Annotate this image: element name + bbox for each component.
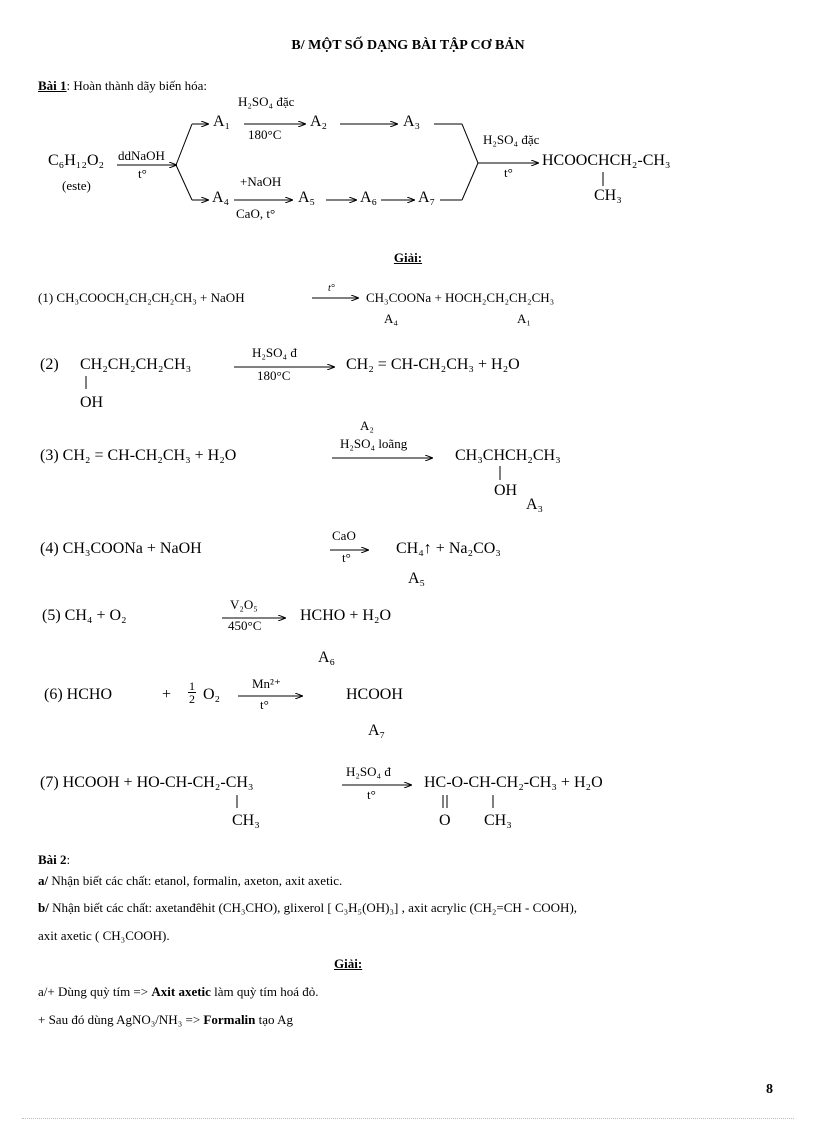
- reaction-1-tag-a1: A₁: [517, 311, 531, 326]
- reaction-6-tag: A₇: [368, 722, 386, 739]
- scheme-cond-top: ddNaOH: [118, 148, 165, 163]
- bai1-prompt: : Hoàn thành dãy biến hóa:: [66, 78, 207, 93]
- reaction-1-left: (1) CH₃COOCH₂CH₂CH₂CH₃ + NaOH: [38, 290, 245, 305]
- fraction-denominator: 2: [189, 692, 195, 706]
- scheme-a3: A₃: [403, 113, 421, 130]
- reaction-7-cond-bottom: t°: [367, 787, 376, 802]
- bai2-b-text-2: axit axetic ( CH₃COOH).: [38, 928, 170, 943]
- reaction-2-cond-bottom: 180°C: [257, 368, 291, 383]
- reaction-5-left: (5) CH₄ + O₂: [42, 607, 127, 624]
- section-title: B/ MỘT SỐ DẠNG BÀI TẬP CƠ BẢN: [291, 38, 525, 53]
- bai2-giai-label: Giải:: [334, 956, 363, 971]
- reaction-5-right: HCHO + H₂O: [300, 607, 392, 624]
- reaction-3-branch: OH: [494, 482, 518, 499]
- reaction-7-right: HC-O-CH-CH₂-CH₃ + H₂O: [424, 774, 603, 791]
- footer-divider: [22, 1118, 794, 1119]
- bai2-b-text-1: Nhận biết các chất: axetanđêhit (CH₃CHO), glixerol [ C₃H₅(OH)₃] , axit acrylic (CH₂=CH - COOH),: [48, 900, 578, 915]
- bai1-label: Bài 1: [38, 78, 67, 93]
- bai2-answer-1: [38, 984, 319, 1000]
- bai2-part-a: [38, 873, 342, 889]
- scheme-a4a5-bottom: CaO, t°: [236, 206, 276, 221]
- reaction-7-cond-top: H₂SO₄ đ: [346, 764, 391, 779]
- reaction-2-branch: OH: [80, 394, 104, 411]
- reaction-5-tag: A₆: [318, 649, 336, 666]
- reaction-4-cond-bottom: t°: [342, 550, 351, 565]
- bai2-a-label: a/: [38, 873, 49, 888]
- reaction-4-left: (4) CH₃COONa + NaOH: [40, 540, 202, 557]
- reaction-7-branch-left: CH₃: [232, 812, 260, 829]
- scheme-a7: A₇: [418, 189, 436, 206]
- giai-label: Giải:: [393, 250, 423, 265]
- reaction-6-cond-bottom: t°: [260, 697, 269, 712]
- reaction-2-right: CH₂ = CH-CH₂CH₃ + H₂O: [346, 356, 520, 373]
- reaction-2-num: (2): [40, 356, 59, 373]
- scheme-a5: A₅: [298, 189, 316, 206]
- reaction-5-cond-top: V₂O₅: [230, 597, 258, 612]
- reaction-4-right: CH₄↑ + Na₂CO₃: [396, 540, 501, 557]
- reaction-4-cond-top: CaO: [332, 528, 356, 543]
- scheme-start: C₆H₁₂O₂: [48, 152, 105, 169]
- reaction-2-cond-top: H₂SO₄ đ: [252, 345, 297, 360]
- scheme-merge-bottom: t°: [504, 165, 513, 180]
- answer-1-bold: Axit axetic: [151, 984, 211, 999]
- bai2-label: Bài 2: [38, 852, 67, 867]
- reaction-6-cond-top: Mn²⁺: [252, 676, 281, 691]
- reaction-7-carbonyl: O: [439, 812, 451, 829]
- reaction-3-left: (3) CH₂ = CH-CH₂CH₃ + H₂O: [40, 447, 237, 464]
- scheme-a1: A₁: [213, 113, 231, 130]
- reaction-6-o2: O₂: [203, 686, 221, 703]
- scheme-a6: A₆: [360, 189, 378, 206]
- scheme-a1a2-top: H₂SO₄ đặc: [238, 94, 295, 109]
- fraction-numerator: 1: [189, 679, 195, 693]
- answer-1-prefix: a/+ Dùng quỳ tím =>: [38, 984, 149, 999]
- reaction-6-right: HCOOH: [346, 686, 403, 703]
- bai2-b-label: b/: [38, 900, 49, 915]
- scheme-product-branch: CH₃: [594, 187, 622, 204]
- bai2-colon: :: [66, 852, 71, 867]
- bai2-a-text: Nhận biết các chất: etanol, formalin, axeton, axit axetic.: [48, 873, 343, 888]
- reaction-7-branch-right: CH₃: [484, 812, 512, 829]
- reaction-1-tag-a4: A₄: [384, 311, 398, 326]
- scheme-a4: A₄: [212, 189, 230, 206]
- answer-1-suffix: làm quỳ tím hoá đỏ.: [210, 984, 319, 999]
- reaction-4-tag: A₅: [408, 570, 426, 587]
- scheme-product: HCOOCHCH₂-CH₃: [542, 152, 671, 169]
- scheme-a1a2-bottom: 180°C: [248, 127, 282, 142]
- reaction-3-cond-top: H₂SO₄ loãng: [340, 436, 408, 451]
- reaction-2-left: CH₂CH₂CH₂CH₃: [80, 356, 192, 373]
- reaction-3-tag: A₃: [526, 496, 544, 513]
- reaction-1-right: CH₃COONa + HOCH₂CH₂CH₂CH₃: [366, 290, 555, 305]
- answer-2-bold: Formalin: [203, 1012, 256, 1027]
- page-number: 8: [766, 1082, 773, 1097]
- bai2-heading: [38, 852, 70, 868]
- reaction-3-tag-top: A₂: [360, 418, 374, 433]
- scheme-merge-top: H₂SO₄ đặc: [483, 132, 540, 147]
- answer-2-prefix: + Sau đó dùng AgNO₃/NH₃ =>: [38, 1012, 201, 1027]
- reaction-1-cond: t°: [328, 283, 335, 294]
- bai2-answer-2: [38, 1012, 293, 1028]
- scheme-a4a5-top: +NaOH: [240, 174, 282, 189]
- scheme-cond-bottom: t°: [138, 166, 147, 181]
- answer-2-suffix: tạo Ag: [255, 1012, 293, 1027]
- reaction-6-plus: +: [162, 686, 172, 703]
- bai2-part-b: [38, 900, 778, 916]
- scheme-a2: A₂: [310, 113, 328, 130]
- reaction-3-right: CH₃CHCH₂CH₃: [455, 447, 561, 464]
- scheme-start-note: (este): [62, 178, 91, 193]
- reaction-5-cond-bottom: 450°C: [228, 618, 262, 633]
- reaction-6-left: (6) HCHO: [44, 686, 112, 703]
- reaction-7-left: (7) HCOOH + HO-CH-CH₂-CH₃: [40, 774, 254, 791]
- reaction-6-fraction: [188, 680, 196, 705]
